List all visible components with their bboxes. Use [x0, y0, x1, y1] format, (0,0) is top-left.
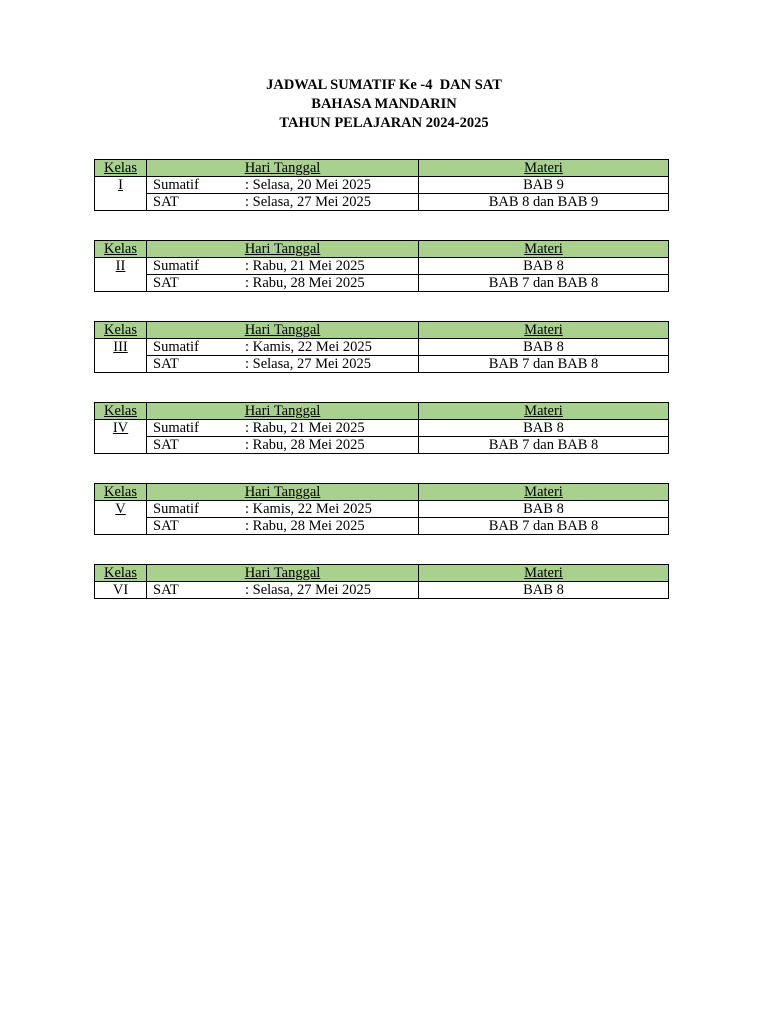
exam-date: : Selasa, 27 Mei 2025	[245, 356, 372, 372]
exam-date: : Rabu, 21 Mei 2025	[245, 258, 365, 274]
table-header-row	[95, 160, 669, 177]
header-kelas: Kelas	[95, 322, 147, 339]
header-kelas: Kelas	[95, 403, 147, 420]
schedule-table-kelas-3	[94, 321, 669, 373]
kelas-cell	[95, 420, 147, 454]
header-materi: Materi	[419, 241, 669, 258]
materi-cell: BAB 8	[419, 420, 669, 437]
exam-date: : Rabu, 28 Mei 2025	[245, 275, 365, 291]
materi-cell: BAB 8	[419, 501, 669, 518]
exam-type: SAT	[153, 582, 179, 598]
header-materi: Materi	[419, 565, 669, 582]
header-hari-tanggal: Hari Tanggal	[147, 565, 419, 582]
header-hari-tanggal: Hari Tanggal	[147, 403, 419, 420]
header-kelas: Kelas	[95, 160, 147, 177]
hari-tanggal-cell	[147, 501, 419, 518]
title-line-2: BAHASA MANDARIN	[311, 96, 457, 112]
table-row	[95, 275, 669, 292]
materi-cell: BAB 7 dan BAB 8	[419, 356, 669, 373]
table-row	[95, 437, 669, 454]
kelas-value: I	[118, 177, 123, 193]
exam-type: SAT	[153, 275, 179, 291]
materi-cell: BAB 8	[419, 339, 669, 356]
title-line-1: JADWAL SUMATIF Ke -4 DAN SAT	[266, 77, 502, 93]
kelas-cell	[95, 258, 147, 292]
header-hari-tanggal: Hari Tanggal	[147, 160, 419, 177]
materi-cell: BAB 8	[419, 258, 669, 275]
schedule-table-kelas-1	[94, 159, 669, 211]
schedule-table-kelas-5	[94, 483, 669, 535]
hari-tanggal-cell	[147, 194, 419, 211]
exam-date: : Selasa, 20 Mei 2025	[245, 177, 372, 193]
materi-cell: BAB 8 dan BAB 9	[419, 194, 669, 211]
table-row	[95, 258, 669, 275]
exam-date: : Rabu, 21 Mei 2025	[245, 420, 365, 436]
hari-tanggal-cell	[147, 177, 419, 194]
hari-tanggal-cell	[147, 356, 419, 373]
hari-tanggal-cell	[147, 582, 419, 599]
table-row	[95, 339, 669, 356]
table-row	[95, 518, 669, 535]
kelas-cell	[95, 501, 147, 535]
schedule-table-kelas-2	[94, 240, 669, 292]
materi-cell: BAB 7 dan BAB 8	[419, 275, 669, 292]
exam-date: : Selasa, 27 Mei 2025	[245, 582, 372, 598]
kelas-cell	[95, 339, 147, 373]
header-kelas: Kelas	[95, 241, 147, 258]
materi-cell: BAB 7 dan BAB 8	[419, 437, 669, 454]
exam-type: Sumatif	[153, 339, 199, 355]
hari-tanggal-cell	[147, 339, 419, 356]
kelas-cell	[95, 177, 147, 211]
exam-type: Sumatif	[153, 258, 199, 274]
kelas-cell	[95, 582, 147, 599]
exam-type: Sumatif	[153, 420, 199, 436]
exam-type: SAT	[153, 356, 179, 372]
exam-type: SAT	[153, 194, 179, 210]
kelas-value: IV	[112, 420, 129, 436]
exam-type: Sumatif	[153, 501, 199, 517]
exam-date: : Rabu, 28 Mei 2025	[245, 518, 365, 534]
table-header-row	[95, 403, 669, 420]
materi-cell: BAB 8	[419, 582, 669, 599]
exam-date: : Selasa, 27 Mei 2025	[245, 194, 372, 210]
hari-tanggal-cell	[147, 437, 419, 454]
materi-cell: BAB 9	[419, 177, 669, 194]
header-hari-tanggal: Hari Tanggal	[147, 484, 419, 501]
schedule-table-kelas-4	[94, 402, 669, 454]
exam-type: SAT	[153, 437, 179, 453]
hari-tanggal-cell	[147, 518, 419, 535]
header-hari-tanggal: Hari Tanggal	[147, 322, 419, 339]
table-row	[95, 177, 669, 194]
table-row	[95, 420, 669, 437]
exam-type: Sumatif	[153, 177, 199, 193]
table-row	[95, 356, 669, 373]
header-materi: Materi	[419, 160, 669, 177]
materi-cell: BAB 7 dan BAB 8	[419, 518, 669, 535]
exam-date: : Rabu, 28 Mei 2025	[245, 437, 365, 453]
table-header-row	[95, 484, 669, 501]
table-header-row	[95, 241, 669, 258]
exam-type: SAT	[153, 518, 179, 534]
table-row	[95, 501, 669, 518]
table-header-row	[95, 322, 669, 339]
hari-tanggal-cell	[147, 420, 419, 437]
kelas-value: II	[115, 258, 126, 274]
table-header-row	[95, 565, 669, 582]
exam-date: : Kamis, 22 Mei 2025	[245, 339, 372, 355]
kelas-value: V	[115, 501, 126, 517]
title-line-3: TAHUN PELAJARAN 2024-2025	[279, 115, 489, 131]
schedule-table-kelas-6	[94, 564, 669, 599]
document-title	[0, 76, 768, 133]
header-kelas: Kelas	[95, 484, 147, 501]
table-row	[95, 582, 669, 599]
table-row	[95, 194, 669, 211]
exam-date: : Kamis, 22 Mei 2025	[245, 501, 372, 517]
header-materi: Materi	[419, 484, 669, 501]
hari-tanggal-cell	[147, 275, 419, 292]
kelas-value: VI	[112, 582, 129, 598]
hari-tanggal-cell	[147, 258, 419, 275]
header-hari-tanggal: Hari Tanggal	[147, 241, 419, 258]
kelas-value: III	[113, 339, 128, 355]
header-materi: Materi	[419, 322, 669, 339]
header-materi: Materi	[419, 403, 669, 420]
header-kelas: Kelas	[95, 565, 147, 582]
